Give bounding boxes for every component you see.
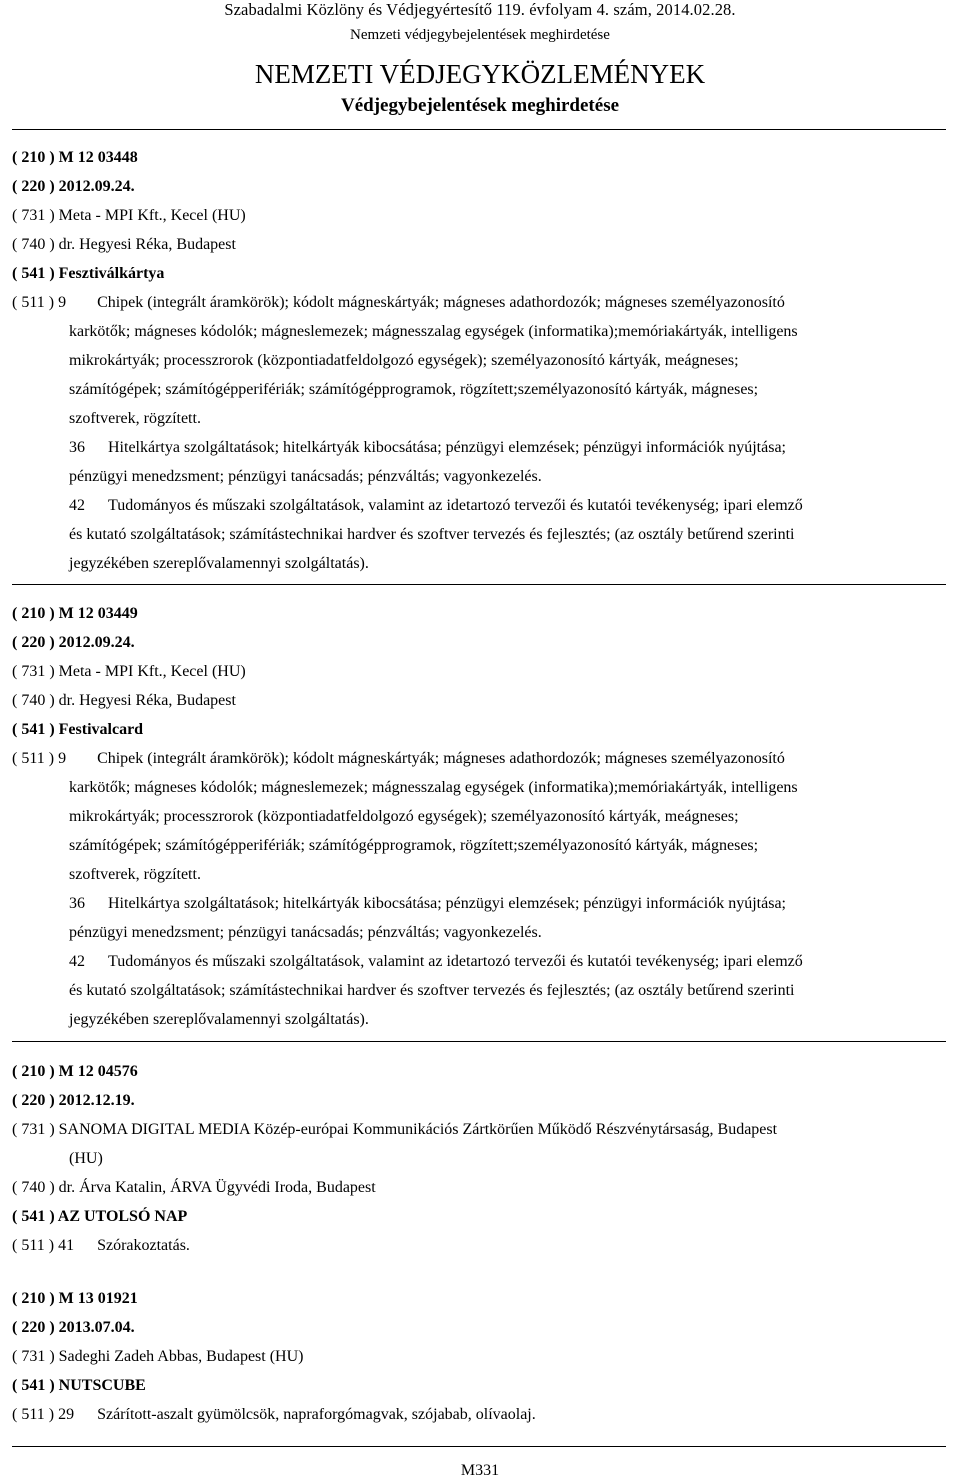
field-731: ( 731 ) Meta - MPI Kft., Kecel (HU) bbox=[12, 663, 246, 680]
class-text-line: pénzügyi menedzsment; pénzügyi tanácsadás; pénzváltás; vagyonkezelés. bbox=[69, 924, 542, 941]
class-text-line: szoftverek, rögzített. bbox=[69, 410, 201, 427]
class-text-line: Tudományos és műszaki szolgáltatások, valamint az idetartozó tervezői és kutatói tevékenység; ipari elemző bbox=[108, 497, 803, 514]
trademark-entry bbox=[12, 1057, 946, 1260]
page-number: M331 bbox=[460, 1462, 500, 1479]
field-541: ( 541 ) Festivalcard bbox=[12, 721, 144, 738]
field-220: ( 220 ) 2013.07.04. bbox=[12, 1319, 135, 1336]
class-text-line: számítógépek; számítógépperifériák; számítógépprogramok, rögzített;személyazonosító kártyák, mágneses; bbox=[69, 837, 759, 854]
field-220: ( 220 ) 2012.09.24. bbox=[12, 634, 135, 651]
class-number: 42 bbox=[69, 953, 85, 970]
field-511 bbox=[12, 744, 946, 1034]
class-text-line: és kutató szolgáltatások; számítástechnikai hardver és szoftver tervezés és fejlesztés; (az osztály betűrend szerinti bbox=[69, 526, 795, 543]
class-text-line: Tudományos és műszaki szolgáltatások, valamint az idetartozó tervezői és kutatói tevékenység; ipari elemző bbox=[108, 953, 803, 970]
class-text-line: Chipek (integrált áramkörök); kódolt mágneskártyák; mágneses adathordozók; mágneses személyazonosító bbox=[97, 750, 785, 767]
class-text-line: szoftverek, rögzített. bbox=[69, 866, 201, 883]
class-text-line: mikrokártyák; processzrorok (központiadatfeldolgozó egységek); személyazonosító kártyák, meágneses; bbox=[69, 352, 739, 369]
field-740: ( 740 ) dr. Árva Katalin, ÁRVA Ügyvédi Iroda, Budapest bbox=[12, 1179, 376, 1196]
page-title: NEMZETI VÉDJEGYKÖZLEMÉNYEK bbox=[254, 59, 706, 89]
class-number: 42 bbox=[69, 497, 85, 514]
class-number: 9 bbox=[58, 294, 67, 311]
field-731-continued: (HU) bbox=[69, 1150, 103, 1167]
field-210: ( 210 ) M 12 03448 bbox=[12, 149, 138, 166]
class-text-line: pénzügyi menedzsment; pénzügyi tanácsadás; pénzváltás; vagyonkezelés. bbox=[69, 468, 542, 485]
publication-line: Szabadalmi Közlöny és Védjegyértesítő 119. évfolyam 4. szám, 2014.02.28. bbox=[224, 0, 736, 19]
field-511 bbox=[12, 1400, 946, 1429]
trademark-entry bbox=[12, 1284, 946, 1429]
trademark-entry bbox=[12, 143, 946, 578]
page-subtitle: Védjegybejelentések meghirdetése bbox=[340, 95, 620, 116]
class-text-line: Chipek (integrált áramkörök); kódolt mágneskártyák; mágneses adathordozók; mágneses személyazonosító bbox=[97, 294, 785, 311]
class-text-line: számítógépek; számítógépperifériák; számítógépprogramok, rögzített;személyazonosító kártyák, mágneses; bbox=[69, 381, 759, 398]
field-210: ( 210 ) M 12 04576 bbox=[12, 1063, 138, 1080]
field-220: ( 220 ) 2012.12.19. bbox=[12, 1092, 135, 1109]
field-511-prefix: ( 511 ) bbox=[12, 1406, 59, 1423]
field-731: ( 731 ) Sadeghi Zadeh Abbas, Budapest (HU) bbox=[12, 1348, 304, 1365]
field-210: ( 210 ) M 12 03449 bbox=[12, 605, 138, 622]
header-rule bbox=[12, 129, 946, 130]
footer-rule bbox=[12, 1446, 946, 1447]
class-number: 9 bbox=[58, 750, 67, 767]
class-text-line: Hitelkártya szolgáltatások; hitelkártyák kibocsátása; pénzügyi elemzések; pénzügyi információk nyújtása; bbox=[108, 439, 786, 456]
field-511-prefix: ( 511 ) bbox=[12, 1237, 59, 1254]
field-740: ( 740 ) dr. Hegyesi Réka, Budapest bbox=[12, 692, 236, 709]
class-text-line: jegyzékében szereplővalamennyi szolgáltatás). bbox=[69, 1011, 369, 1028]
class-text-line: Hitelkártya szolgáltatások; hitelkártyák kibocsátása; pénzügyi elemzések; pénzügyi információk nyújtása; bbox=[108, 895, 786, 912]
field-511-prefix: ( 511 ) bbox=[12, 750, 59, 767]
entry-rule bbox=[12, 1041, 946, 1042]
field-541: ( 541 ) Fesztiválkártya bbox=[12, 265, 165, 282]
class-number: 41 bbox=[58, 1237, 75, 1254]
class-text-line: Szórakoztatás. bbox=[97, 1237, 190, 1254]
field-511 bbox=[12, 288, 946, 578]
class-text-line: karkötők; mágneses kódolók; mágneslemezek; mágnesszalag egységek (informatika);memóriakártyák, intelligens bbox=[69, 779, 798, 796]
class-text-line: és kutató szolgáltatások; számítástechnikai hardver és szoftver tervezés és fejlesztés; (az osztály betűrend szerinti bbox=[69, 982, 795, 999]
field-210: ( 210 ) M 13 01921 bbox=[12, 1290, 138, 1307]
field-541: ( 541 ) AZ UTOLSÓ NAP bbox=[12, 1208, 188, 1225]
class-text-line: Szárított-aszalt gyümölcsök, napraforgómagvak, szójabab, olívaolaj. bbox=[97, 1406, 536, 1423]
trademark-entry bbox=[12, 599, 946, 1034]
class-text-line: mikrokártyák; processzrorok (központiadatfeldolgozó egységek); személyazonosító kártyák, meágneses; bbox=[69, 808, 739, 825]
section-line: Nemzeti védjegybejelentések meghirdetése bbox=[350, 27, 610, 43]
entry-rule bbox=[12, 584, 946, 585]
class-text-line: karkötők; mágneses kódolók; mágneslemezek; mágnesszalag egységek (informatika);memóriakártyák, intelligens bbox=[69, 323, 798, 340]
field-541: ( 541 ) NUTSCUBE bbox=[12, 1377, 146, 1394]
field-731: ( 731 ) Meta - MPI Kft., Kecel (HU) bbox=[12, 207, 246, 224]
class-number: 36 bbox=[69, 439, 85, 456]
field-731: ( 731 ) SANOMA DIGITAL MEDIA Közép-európai Kommunikációs Zártkörűen Működő Részvénytársaság, Budapest bbox=[12, 1121, 778, 1138]
field-511-prefix: ( 511 ) bbox=[12, 294, 59, 311]
class-number: 29 bbox=[58, 1406, 75, 1423]
class-number: 36 bbox=[69, 895, 85, 912]
field-740: ( 740 ) dr. Hegyesi Réka, Budapest bbox=[12, 236, 236, 253]
field-220: ( 220 ) 2012.09.24. bbox=[12, 178, 135, 195]
class-text-line: jegyzékében szereplővalamennyi szolgáltatás). bbox=[69, 555, 369, 572]
field-511 bbox=[12, 1231, 946, 1260]
